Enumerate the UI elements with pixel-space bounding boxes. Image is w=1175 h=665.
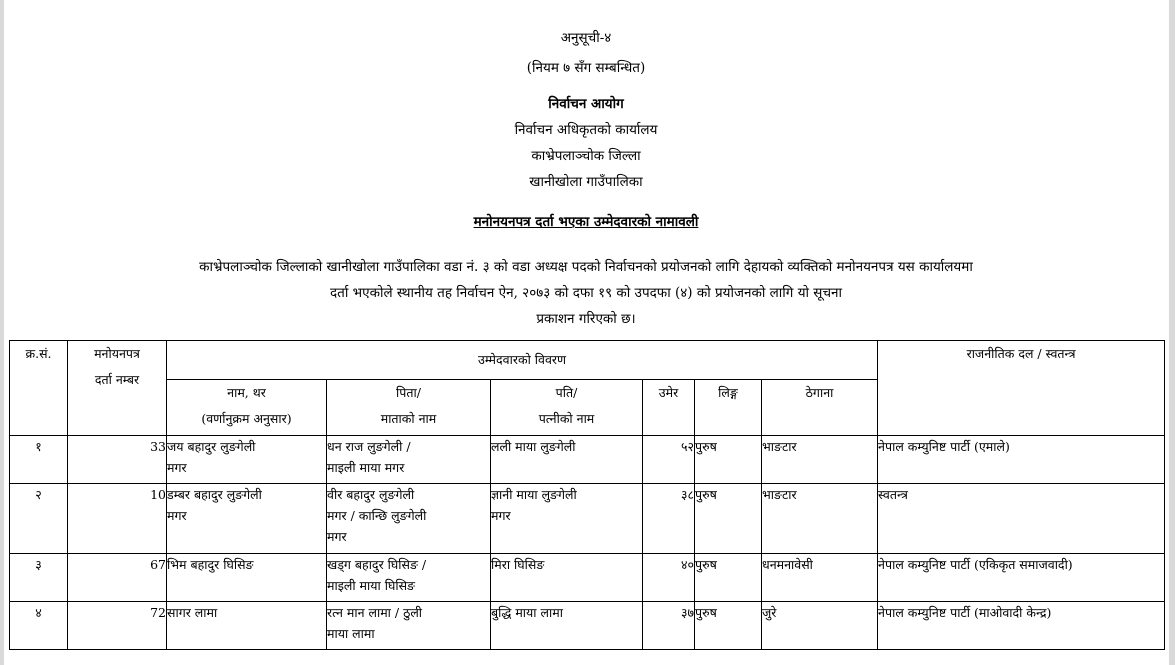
page-frame-left	[0, 0, 4, 665]
row-address: भाङटार	[762, 484, 878, 554]
municipality-heading: खानीखोला गाउँपालिका	[529, 174, 643, 190]
row-reg-no: 33	[68, 436, 167, 484]
notice-line-2: दर्ता भएकोले स्थानीय तह निर्वाचन ऐन, २०७३ को दफा १९ को उपदफा (४) को प्रयोजनको लागि यो सूचना	[330, 285, 842, 301]
row-party: नेपाल कम्युनिष्ट पार्टी (माओवादी केन्द्र)	[878, 602, 1165, 650]
table-row	[10, 602, 1165, 650]
header-age: उमेर	[643, 380, 695, 436]
header-party: राजनीतिक दल / स्वतन्त्र	[878, 341, 1165, 436]
row-gender: पुरुष	[695, 436, 762, 484]
page-frame-right	[1169, 0, 1175, 665]
row-address: जुरे	[762, 602, 878, 650]
row-age: ३८	[643, 484, 695, 554]
header-gender: लिङ्ग	[695, 380, 762, 436]
row-reg-no: 67	[68, 554, 167, 602]
district-heading: काभ्रेपलाञ्चोक जिल्ला	[531, 148, 641, 164]
notice-line-1: काभ्रेपलाञ्चोक जिल्लाको खानीखोला गाउँपालिका वडा नं. ३ को वडा अध्यक्ष पदको निर्वाचनको प्रयोजनको लागि देहायको व्यक्तिको मनोनयनपत्र यस कार्यालयमा	[199, 259, 973, 275]
row-name: डम्बर बहादुर लुङगेली मगर	[167, 484, 327, 554]
row-reg-no: 72	[68, 602, 167, 650]
row-spouse: मिरा घिसिङ	[491, 554, 643, 602]
rule-reference: (नियम ७ सँग सम्बन्धित)	[526, 60, 646, 76]
row-parents: वीर बहादुर लुङगेली मगर / कान्छि लुङगेली मगर	[327, 484, 491, 554]
header-sn: क्र.सं.	[10, 341, 68, 436]
row-gender: पुरुष	[695, 602, 762, 650]
row-name: भिम बहादुर घिसिङ	[167, 554, 327, 602]
header-candidate-details: उम्मेदवारको विवरण	[167, 341, 878, 380]
row-spouse: बुद्धि माया लामा	[491, 602, 643, 650]
header-name: नाम, थर (वर्णानुक्रम अनुसार)	[167, 380, 327, 436]
row-age: ३७	[643, 602, 695, 650]
row-sn: ४	[10, 602, 68, 650]
row-party: नेपाल कम्युनिष्ट पार्टी (एकिकृत समाजवादी)	[878, 554, 1165, 602]
document-page	[6, 0, 1166, 665]
row-sn: ३	[10, 554, 68, 602]
candidate-table	[9, 340, 1165, 650]
row-name: जय बहादुर लुङगेली मगर	[167, 436, 327, 484]
row-name: सागर लामा	[167, 602, 327, 650]
row-spouse: ज्ञानी माया लुङगेली मगर	[491, 484, 643, 554]
row-sn: १	[10, 436, 68, 484]
row-parents: धन राज लुङगेली / माइली माया मगर	[327, 436, 491, 484]
row-parents: खड्ग बहादुर घिसिङ / माइली माया घिसिङ	[327, 554, 491, 602]
office-heading: निर्वाचन अधिकृतको कार्यालय	[514, 122, 658, 138]
table-row	[10, 484, 1165, 554]
row-spouse: लली माया लुङगेली	[491, 436, 643, 484]
list-title: मनोनयनपत्र दर्ता भएका उम्मेदवारको नामावली	[473, 214, 699, 230]
table-row	[10, 436, 1165, 484]
header-reg-no: मनोयनपत्र दर्ता नम्बर	[68, 341, 167, 436]
row-gender: पुरुष	[695, 484, 762, 554]
schedule-title: अनुसूची-४	[560, 30, 612, 46]
row-address: भाङटार	[762, 436, 878, 484]
row-reg-no: 10	[68, 484, 167, 554]
commission-heading: निर्वाचन आयोग	[548, 96, 624, 112]
row-parents: रत्न मान लामा / ठुली माया लामा	[327, 602, 491, 650]
row-age: ४०	[643, 554, 695, 602]
header-address: ठेगाना	[762, 380, 878, 436]
row-party: स्वतन्त्र	[878, 484, 1165, 554]
row-party: नेपाल कम्युनिष्ट पार्टी (एमाले)	[878, 436, 1165, 484]
row-gender: पुरुष	[695, 554, 762, 602]
table-row	[10, 554, 1165, 602]
row-address: धनमनावेसी	[762, 554, 878, 602]
header-parents: पिता/ माताको नाम	[327, 380, 491, 436]
row-age: ५२	[643, 436, 695, 484]
notice-line-3: प्रकाशन गरिएको छ।	[536, 311, 636, 327]
row-sn: २	[10, 484, 68, 554]
header-spouse: पति/ पत्नीको नाम	[491, 380, 643, 436]
